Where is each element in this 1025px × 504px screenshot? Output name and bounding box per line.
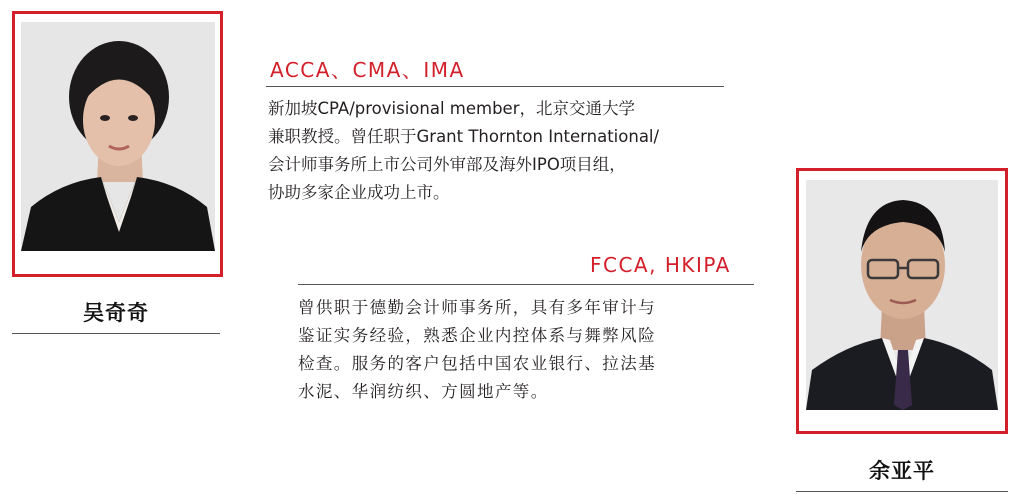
bio-line: 检查。服务的客户包括中国农业银行、拉法基 (298, 354, 656, 373)
profile-name: 吴奇奇 (83, 301, 149, 325)
name-underline (12, 333, 220, 334)
bio-line: 协助多家企业成功上市。 (268, 183, 450, 202)
credentials-divider (298, 284, 754, 285)
profile-name: 余亚平 (869, 459, 935, 483)
bio-line: 新加坡CPA/provisional member，北京交通大学 (268, 99, 635, 118)
name-underline (796, 491, 1008, 492)
bio-line: 兼职教授。曾任职于Grant Thornton International/ (268, 127, 660, 146)
profile-credentials: ACCA、CMA、IMA (270, 58, 465, 82)
profile-credentials: FCCA, HKIPA (590, 253, 731, 277)
profile-photo-yu-yaping (806, 180, 998, 410)
bio-line: 曾供职于德勤会计师事务所，具有多年审计与 (298, 298, 656, 317)
profile-bio (298, 294, 656, 406)
bio-line: 鉴证实务经验，熟悉企业内控体系与舞弊风险 (298, 326, 656, 345)
profile-photo-wu-qiqi (21, 22, 215, 251)
bio-line: 会计师事务所上市公司外审部及海外IPO项目组， (268, 155, 626, 174)
credentials-divider (266, 86, 724, 87)
profile-bio (268, 95, 659, 207)
bio-line: 水泥、华润纺织、方圆地产等。 (298, 382, 549, 401)
